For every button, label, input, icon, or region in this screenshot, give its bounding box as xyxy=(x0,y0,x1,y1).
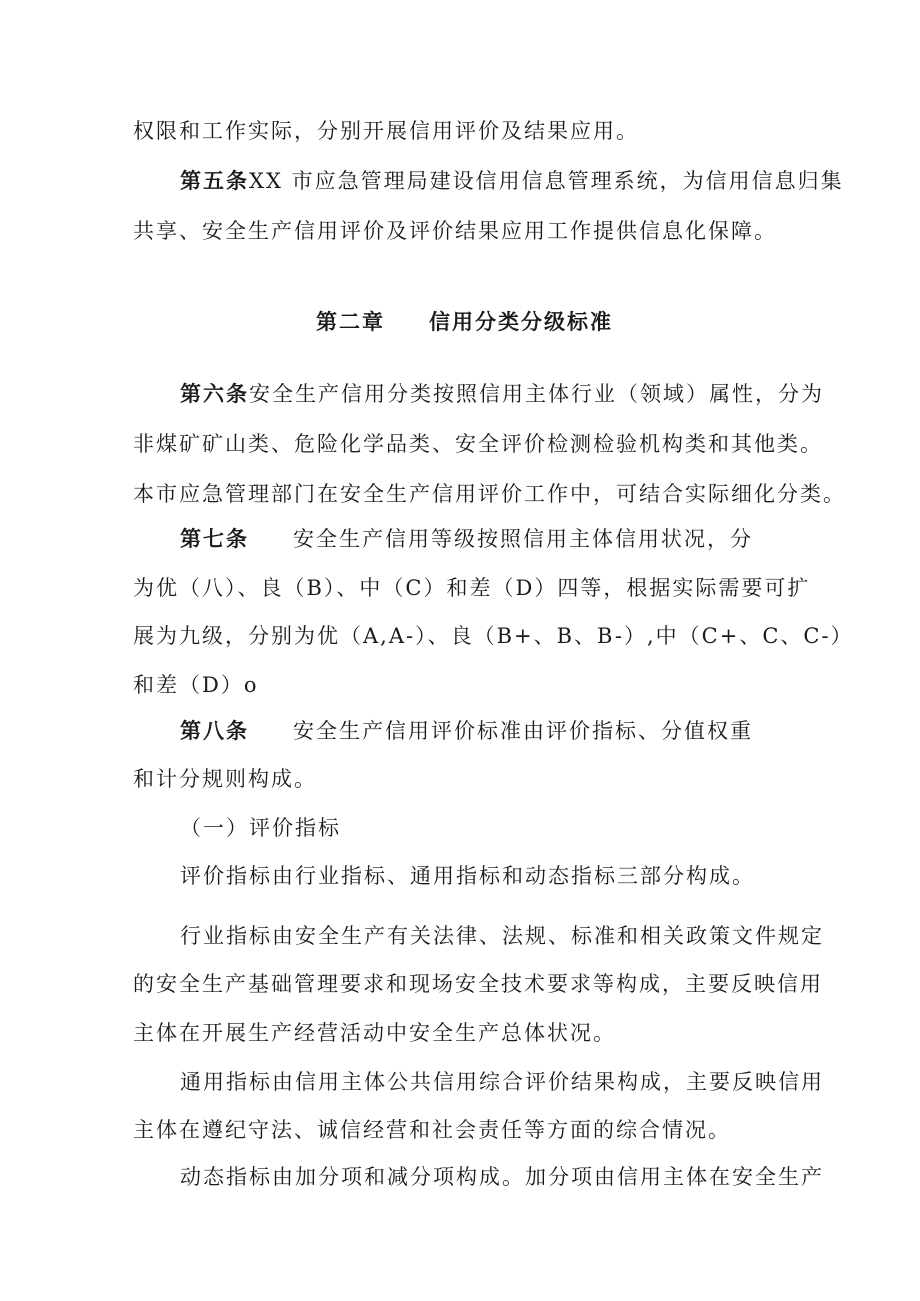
article-6-line xyxy=(180,380,824,408)
article-6-label: 第六条 xyxy=(180,382,249,406)
text-line: 主体在开展生产经营活动中安全生产总体状况。 xyxy=(133,1021,616,1045)
text-line: 的安全生产基础管理要求和现场安全技术要求等构成，主要反映信用 xyxy=(133,972,823,996)
article-5-line xyxy=(180,167,844,195)
text-line: 和差（D）o xyxy=(133,673,259,697)
article-8-label: 第八条 xyxy=(180,719,249,743)
chapter-title: 信用分类分级标准 xyxy=(429,310,613,334)
chapter-number: 第二章 xyxy=(316,310,385,334)
text-line: 本市应急管理部门在安全生产信用评价工作中，可结合实际细化分类。 xyxy=(133,482,846,506)
text-line: 展为九级，分别为优（A,A-）、良（B+、B、B-）,中（C+、C、C-） xyxy=(133,624,854,648)
article-7-text: 安全生产信用等级按照信用主体信用状况，分 xyxy=(293,527,753,551)
article-8-text: 安全生产信用评价标准由评价指标、分值权重 xyxy=(293,719,753,743)
text-line: 非煤矿矿山类、危险化学品类、安全评价检测检验机构类和其他类。 xyxy=(133,432,823,456)
text-line: 为优（八）、良（B）、中（C）和差（D）四等，根据实际需要可扩 xyxy=(133,576,811,600)
article-5-text: XX 市应急管理局建设信用信息管理系统，为信用信息归集 xyxy=(249,169,844,193)
article-8-line xyxy=(180,717,753,745)
article-7-line xyxy=(180,525,753,553)
article-7-label: 第七条 xyxy=(180,527,249,551)
text-line: 主体在遵纪守法、诚信经营和社会责任等方面的综合情况。 xyxy=(133,1118,731,1142)
article-6-text: 安全生产信用分类按照信用主体行业（领域）属性，分为 xyxy=(249,382,824,406)
text-line: 权限和工作实际，分别开展信用评价及结果应用。 xyxy=(133,119,639,143)
text-line: 动态指标由加分项和减分项构成。加分项由信用主体在安全生产 xyxy=(180,1165,824,1189)
text-line: 通用指标由信用主体公共信用综合评价结果构成，主要反映信用 xyxy=(180,1070,824,1094)
text-line: 评价指标由行业指标、通用指标和动态指标三部分构成。 xyxy=(180,864,755,888)
chapter-heading xyxy=(316,308,613,336)
article-5-label: 第五条 xyxy=(180,169,249,193)
section-heading: （一）评价指标 xyxy=(180,816,341,840)
text-line: 和计分规则构成。 xyxy=(133,767,317,791)
text-line: 共享、安全生产信用评价及评价结果应用工作提供信息化保障。 xyxy=(133,219,777,243)
text-line: 行业指标由安全生产有关法律、法规、标准和相关政策文件规定 xyxy=(180,924,824,948)
